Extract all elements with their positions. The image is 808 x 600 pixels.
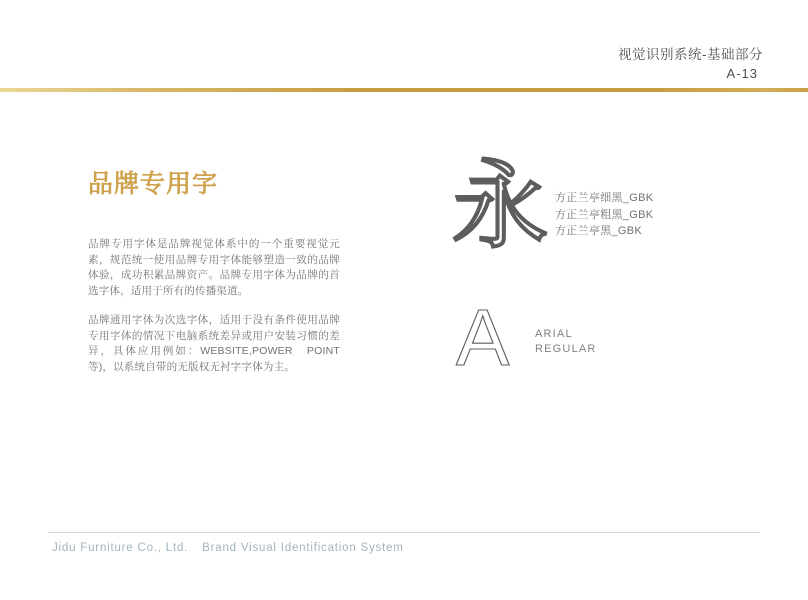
page-title: 品牌专用字 xyxy=(88,170,219,198)
header-page-number: A-13 xyxy=(726,66,758,81)
header-section-title: 视觉识别系统-基础部分 xyxy=(618,47,763,62)
cjk-font-name: 方正兰亭粗黑_GBK xyxy=(555,208,654,221)
latin-font-name-line: ARIAL xyxy=(535,328,573,340)
footer-company-name: Jidu Furniture Co., Ltd. xyxy=(52,542,189,554)
cjk-font-list xyxy=(555,190,653,240)
latin-specimen-glyph: A xyxy=(456,293,510,382)
gold-divider-rule xyxy=(0,88,808,92)
cjk-font-name: 方正兰亭黑_GBK xyxy=(555,225,643,237)
latin-font-label xyxy=(535,327,597,357)
footer-divider-rule xyxy=(48,532,760,533)
body-paragraph-primary-font: 品牌专用字体是品牌视觉体系中的一个重要视觉元素，规范统一使用品牌专用字体能够塑造一致的品牌体验，成功积累品牌资产。品牌专用字体为品牌的首选字体，适用于所有的传播渠道。 xyxy=(88,238,340,297)
footer-system-name: Brand Visual Identification System xyxy=(202,542,404,554)
latin-font-name-line: REGULAR xyxy=(535,343,597,355)
body-paragraph-secondary-font: 品牌通用字体为次选字体，适用于没有条件使用品牌专用字体的情况下电脑系统差异或用户安装习惯的差异，具体应用例如：WEBSITE,POWER POINT等)，以系统自带的无版权无衬字字体为主。 xyxy=(88,314,340,373)
header xyxy=(618,46,763,81)
cjk-specimen-glyph: 永 xyxy=(452,153,548,260)
footer xyxy=(52,542,404,554)
cjk-font-name: 方正兰亭细黑_GBK xyxy=(555,192,654,204)
